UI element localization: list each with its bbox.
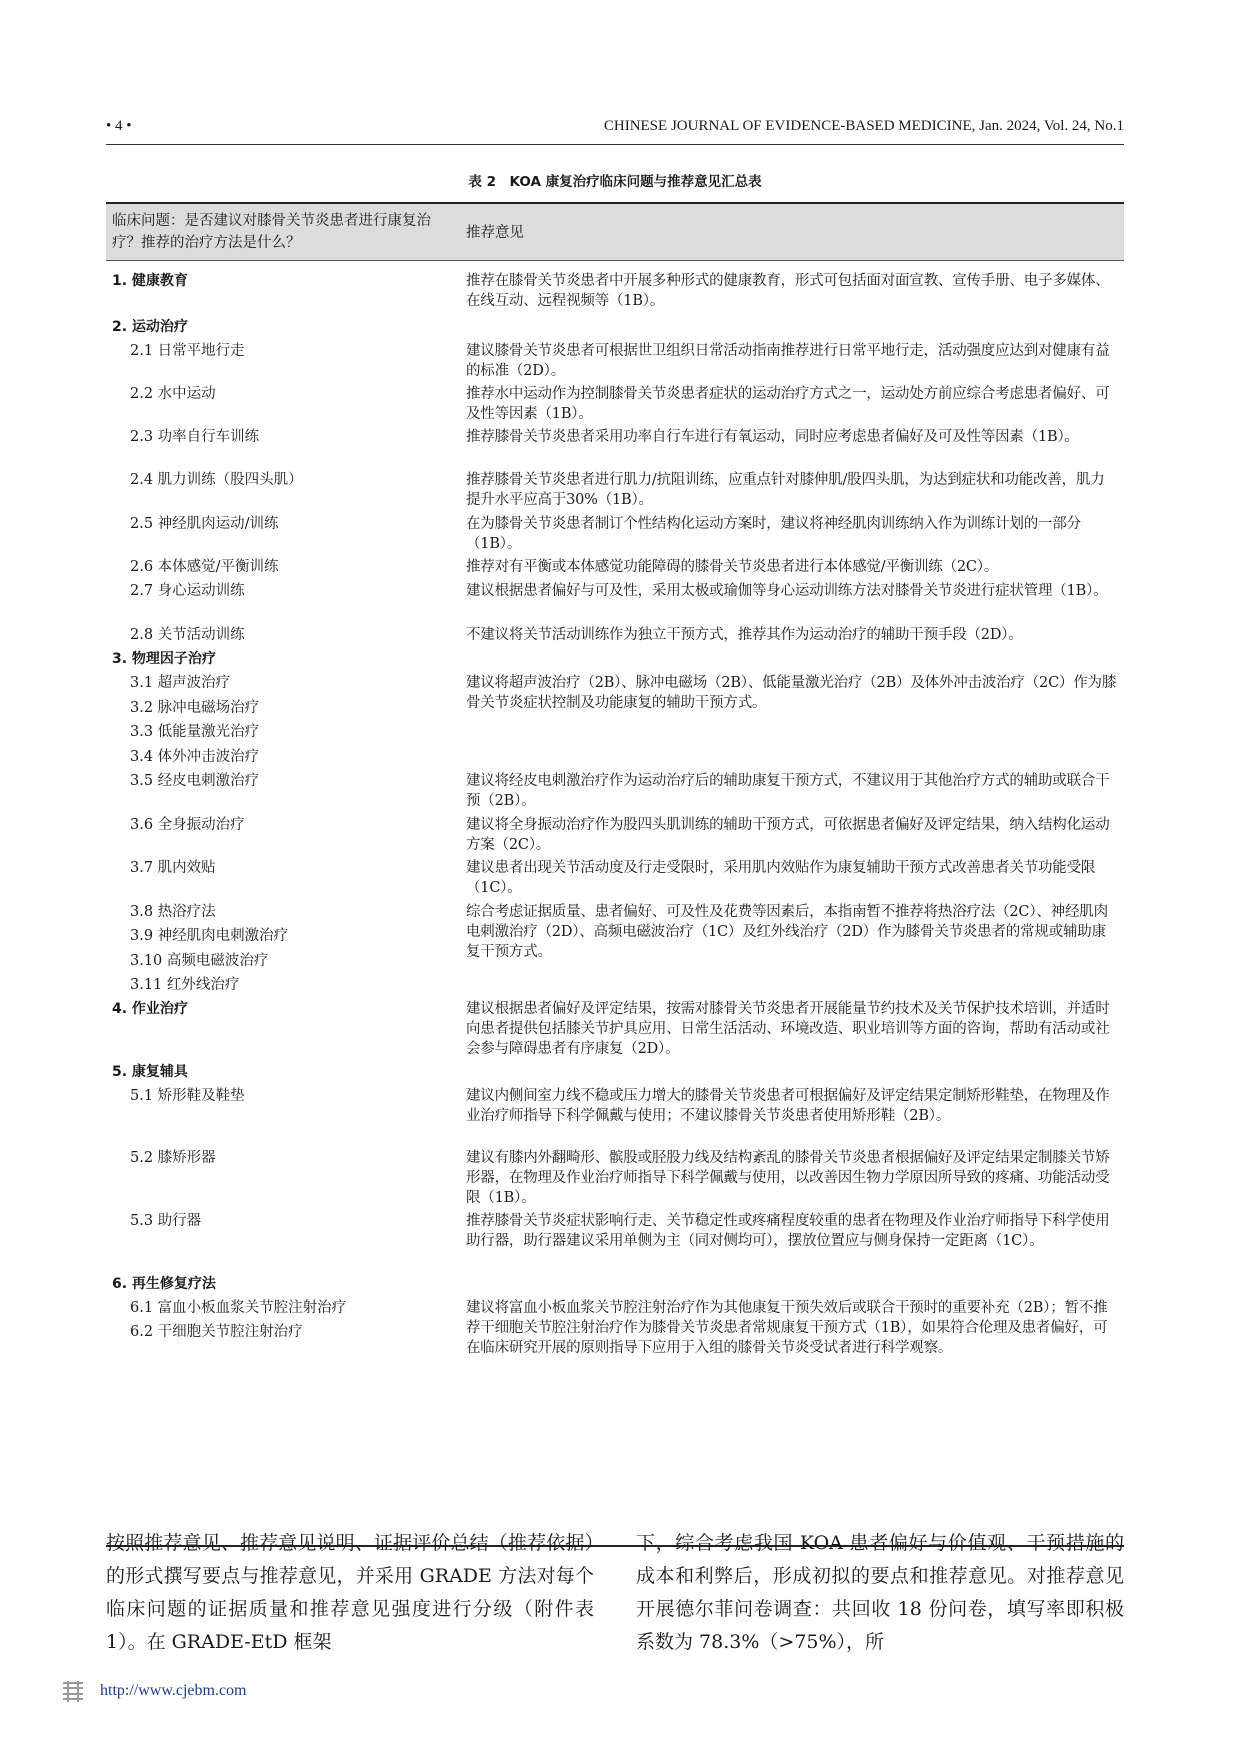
- recommendation-text: 建议将富血小板血浆关节腔注射治疗作为其他康复干预失效后或联合干预时的重要补充（2B）；暂不推荐干细胞关节腔注射治疗作为膝骨关节炎患者常规康复干预方式（1B），如果符合伦理及患者偏好，可在临床研究开展的原则指导下应用于入组的膝骨关节炎受试者进行科学观察。: [466, 1300, 1108, 1356]
- question-item: 5.1 矫形鞋及鞋垫: [130, 1088, 245, 1104]
- question-item: 3.11 红外线治疗: [130, 977, 240, 993]
- question-item: 2.5 神经肌肉运动/训练: [130, 516, 279, 532]
- recommendation-text: 建议内侧间室力线不稳或压力增大的膝骨关节炎患者可根据偏好及评定结果定制矫形鞋垫，在物理及作业治疗师指导下科学佩戴与使用；不建议膝骨关节炎患者使用矫形鞋（2B）。: [466, 1088, 1110, 1124]
- question-item: 3.8 热浴疗法: [130, 904, 216, 920]
- recommendation-text: 推荐对有平衡或本体感觉功能障碍的膝骨关节炎患者进行本体感觉/平衡训练（2C）。: [466, 559, 999, 575]
- question-item: 3.1 超声波治疗: [130, 675, 231, 691]
- table-header: [106, 204, 1124, 261]
- question-item: 6.1 富血小板血浆关节腔注射治疗: [130, 1300, 347, 1316]
- recommendation-text: 建议根据患者偏好与可及性，采用太极或瑜伽等身心运动训练方法对膝骨关节炎进行症状管理（1B）。: [466, 583, 1108, 599]
- question-item: 3.2 脉冲电磁场治疗: [130, 700, 260, 716]
- body-text-right-column: 下，综合考虑我国 KOA 患者偏好与价值观、干预措施的成本和利弊后，形成初拟的要点和推荐意见。对推荐意见开展德尔菲问卷调查：共回收 18 份问卷，填写率即积极系数为 78.3%（>75%），所: [636, 1532, 1124, 1653]
- table-body: [106, 261, 1124, 1545]
- question-item: 2.4 肌力训练（股四头肌）: [130, 472, 303, 488]
- question-item: 2.6 本体感觉/平衡训练: [130, 559, 279, 575]
- question-item: 6.2 干细胞关节腔注射治疗: [130, 1324, 303, 1340]
- journal-url-link[interactable]: http://www.cjebm.com: [100, 1682, 247, 1699]
- section-heading: 2. 运动治疗: [112, 319, 188, 335]
- recommendation-text: 建议将全身振动治疗作为股四头肌训练的辅助干预方式，可依据患者偏好及评定结果，纳入结构化运动方案（2C）。: [466, 817, 1110, 853]
- running-header: [106, 118, 1124, 145]
- section-heading: 1. 健康教育: [112, 273, 188, 289]
- recommendation-text: 在为膝骨关节炎患者制订个性结构化运动方案时，建议将神经肌肉训练纳入作为训练计划的一部分（1B）。: [466, 516, 1081, 552]
- question-item: 3.4 体外冲击波治疗: [130, 749, 260, 765]
- section-heading: 6. 再生修复疗法: [112, 1276, 216, 1292]
- table-header-question: 临床问题：是否建议对膝骨关节炎患者进行康复治疗？推荐的治疗方法是什么？: [112, 213, 431, 251]
- journal-title: CHINESE JOURNAL OF EVIDENCE-BASED MEDICINE, Jan. 2024, Vol. 24, No.1: [603, 118, 1124, 134]
- recommendation-text: 建议根据患者偏好及评定结果，按需对膝骨关节炎患者开展能量节约技术及关节保护技术培训，并适时向患者提供包括膝关节护具应用、日常生活活动、环境改造、职业培训等方面的咨询，帮助有活动或社会参与障碍患者有序康复（2D）。: [466, 1001, 1110, 1057]
- question-item: 5.2 膝矫形器: [130, 1150, 216, 1166]
- body-text-left-column: 按照推荐意见、推荐意见说明、证据评价总结（推荐依据）的形式撰写要点与推荐意见，并采用 GRADE 方法对每个临床问题的证据质量和推荐意见强度进行分级（附件表 1）。在 GRADE-EtD 框架: [106, 1532, 594, 1653]
- recommendation-text: 建议将超声波治疗（2B）、脉冲电磁场（2B）、低能量激光治疗（2B）及体外冲击波治疗（2C）作为膝骨关节炎症状控制及功能康复的辅助干预方式。: [466, 675, 1117, 711]
- question-item: 3.5 经皮电刺激治疗: [130, 773, 260, 789]
- page-number: • 4 •: [106, 118, 132, 134]
- recommendation-text: 推荐膝骨关节炎患者采用功率自行车进行有氧运动，同时应考虑患者偏好及可及性等因素（1B）。: [466, 429, 1079, 445]
- table-header-recommendation: 推荐意见: [466, 225, 524, 241]
- recommendation-text: 建议将经皮电刺激治疗作为运动治疗后的辅助康复干预方式，不建议用于其他治疗方式的辅助或联合干预（2B）。: [466, 773, 1110, 809]
- section-heading: 3. 物理因子治疗: [112, 651, 216, 667]
- question-item: 2.2 水中运动: [130, 386, 216, 402]
- recommendation-text: 推荐在膝骨关节炎患者中开展多种形式的健康教育，形式可包括面对面宣教、宣传手册、电子多媒体、在线互动、远程视频等（1B）。: [466, 273, 1110, 309]
- recommendation-text: 综合考虑证据质量、患者偏好、可及性及花费等因素后，本指南暂不推荐将热浴疗法（2C）、神经肌肉电刺激治疗（2D）、高频电磁波治疗（1C）及红外线治疗（2D）作为膝骨关节炎患者的常规或辅助康复干预方式。: [466, 904, 1108, 960]
- recommendation-text: 不建议将关节活动训练作为独立干预方式，推荐其作为运动治疗的辅助干预手段（2D）。: [466, 627, 1023, 643]
- question-item: 2.1 日常平地行走: [130, 343, 245, 359]
- question-item: 2.3 功率自行车训练: [130, 429, 260, 445]
- recommendation-text: 建议膝骨关节炎患者可根据世卫组织日常活动指南推荐进行日常平地行走，活动强度应达到对健康有益的标准（2D）。: [466, 343, 1110, 379]
- recommendation-text: 推荐膝骨关节炎患者进行肌力/抗阻训练，应重点针对膝伸肌/股四头肌，为达到症状和功能改善，肌力提升水平应高于30%（1B）。: [466, 472, 1105, 508]
- question-item: 2.8 关节活动训练: [130, 627, 245, 643]
- question-item: 3.9 神经肌肉电刺激治疗: [130, 928, 289, 944]
- question-item: 3.10 高频电磁波治疗: [130, 953, 269, 969]
- question-item: 3.7 肌内效贴: [130, 860, 216, 876]
- recommendation-text: 建议患者出现关节活动度及行走受限时，采用肌内效贴作为康复辅助干预方式改善患者关节功能受限（1C）。: [466, 860, 1096, 896]
- question-item: 5.3 助行器: [130, 1213, 202, 1229]
- question-item: 2.7 身心运动训练: [130, 583, 245, 599]
- journal-logo-icon: [60, 1678, 86, 1704]
- question-item: 3.6 全身振动治疗: [130, 817, 245, 833]
- table-caption: 表 2 KOA 康复治疗临床问题与推荐意见汇总表: [468, 174, 762, 190]
- recommendation-text: 推荐水中运动作为控制膝骨关节炎患者症状的运动治疗方式之一，运动处方前应综合考虑患者偏好、可及性等因素（1B）。: [466, 386, 1110, 422]
- question-item: 3.3 低能量激光治疗: [130, 724, 260, 740]
- recommendation-text: 建议有膝内外翻畸形、髌股或胫股力线及结构紊乱的膝骨关节炎患者根据偏好及评定结果定制膝关节矫形器，在物理及作业治疗师指导下科学佩戴与使用，以改善因生物力学原因所导致的疼痛、功能活动受限（1B）。: [466, 1150, 1110, 1206]
- section-heading: 4. 作业治疗: [112, 1001, 188, 1017]
- section-heading: 5. 康复辅具: [112, 1064, 188, 1080]
- recommendation-text: 推荐膝骨关节炎症状影响行走、关节稳定性或疼痛程度较重的患者在物理及作业治疗师指导下科学使用助行器，助行器建议采用单侧为主（同对侧均可），摆放位置应与侧身保持一定距离（1C）。: [466, 1213, 1110, 1249]
- recommendation-table: [106, 202, 1124, 1547]
